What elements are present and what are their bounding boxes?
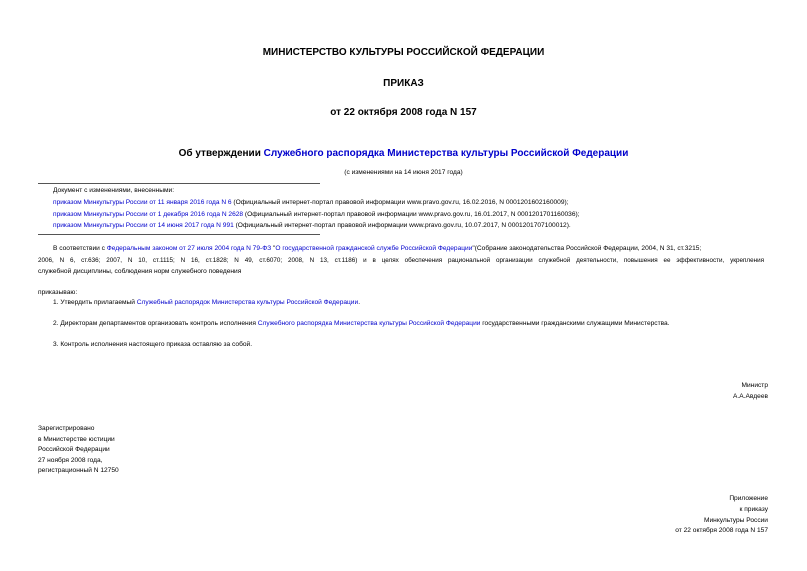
registration-line: Российской Федерации <box>38 446 110 454</box>
order-item-3: 3. Контроль исполнения настоящего приказа оставляю за собой. <box>53 341 253 348</box>
change-link[interactable]: приказом Минкультуры России от 1 декабря 2016 года N 2628 <box>53 211 244 218</box>
appendix-line: Приложение <box>729 495 768 502</box>
appendix-line: Минкультуры России <box>704 516 768 524</box>
ministry-heading: МИНИСТЕРСТВО КУЛЬТУРЫ РОССИЙСКОЙ ФЕДЕРАЦИИ <box>262 47 545 58</box>
signature-name: А.А.Авдеев <box>733 393 768 400</box>
civil-service-link[interactable]: О государственной гражданской службе Российской Федерации <box>275 245 473 252</box>
appendix-block <box>560 494 768 537</box>
preamble-line-3: служебной дисциплины, соблюдения норм служебного поведения <box>38 268 242 275</box>
change-text: (Официальный интернет-портал правовой информации www.pravo.gov.ru, 10.07.2017, N 0001201707100012). <box>233 222 571 229</box>
preamble-text: В соответствии с <box>53 245 107 252</box>
change-item <box>53 199 569 206</box>
preamble-line-1 <box>53 245 701 252</box>
change-text: (Официальный интернет-портал правовой информации www.pravo.gov.ru, 16.02.2016, N 0001201602160009); <box>231 199 569 206</box>
item-text: 2. Директорам департаментов организовать контроль исполнения <box>53 320 258 327</box>
title-link[interactable]: Служебного распорядка Министерства культуры Российской Федерации <box>263 148 629 159</box>
regulations-link[interactable]: Служебного распорядка Министерства культуры Российской Федерации <box>257 320 481 327</box>
amendment-date: (с изменениями на 14 июня 2017 года) <box>344 169 463 176</box>
order-item-2 <box>53 320 670 327</box>
title-prefix: Об утверждении <box>178 148 264 159</box>
divider-bottom <box>38 234 320 235</box>
order-word: приказываю: <box>38 289 78 296</box>
change-text: (Официальный интернет-портал правовой информации www.pravo.gov.ru, 16.01.2017, N 0001201701160036); <box>243 211 580 218</box>
divider-top <box>38 183 320 184</box>
signature-position: Министр <box>741 382 768 389</box>
preamble-text: " <box>271 245 276 252</box>
regulations-link[interactable]: Служебный распорядок Министерства культуры Российской Федерации <box>136 299 359 306</box>
doc-date-number: от 22 октября 2008 года N 157 <box>330 107 477 118</box>
order-item-1 <box>53 299 360 306</box>
item-text: 1. Утвердить прилагаемый <box>53 299 137 306</box>
preamble-line-2: 2006, N 6, ст.636; 2007, N 10, ст.1115; N 16, ст.1828; N 49, ст.6070; 2008, N 13, ст.1186) и в целях обеспечения рациональной организации служебной деятельности, повышения ее эффективности, укрепления <box>38 257 764 264</box>
change-item <box>53 222 571 229</box>
federal-law-link[interactable]: Федеральным законом от 27 июля 2004 года N 79-ФЗ <box>106 245 272 252</box>
change-link[interactable]: приказом Минкультуры России от 11 января 2016 года N 6 <box>53 199 232 206</box>
item-text: государственными гражданскими служащими Министерства. <box>480 320 670 327</box>
registration-line: 27 ноября 2008 года, <box>38 456 103 464</box>
registration-line: Зарегистрировано <box>38 425 95 432</box>
change-item <box>53 211 580 218</box>
registration-line: в Министерстве юстиции <box>38 435 115 443</box>
item-text: . <box>358 299 361 306</box>
registration-block <box>38 424 119 477</box>
changes-intro: Документ с изменениями, внесенными: <box>53 187 175 194</box>
preamble-text: "(Собрание законодательства Российской Федерации, 2004, N 31, ст.3215; <box>472 245 702 252</box>
registration-line: регистрационный N 12750 <box>38 467 119 475</box>
document-title <box>0 148 807 159</box>
doc-type-heading: ПРИКАЗ <box>383 78 424 89</box>
appendix-line: к приказу <box>739 505 768 513</box>
appendix-line: от 22 октября 2008 года N 157 <box>675 527 768 535</box>
change-link[interactable]: приказом Минкультуры России от 14 июня 2017 года N 991 <box>53 222 234 229</box>
